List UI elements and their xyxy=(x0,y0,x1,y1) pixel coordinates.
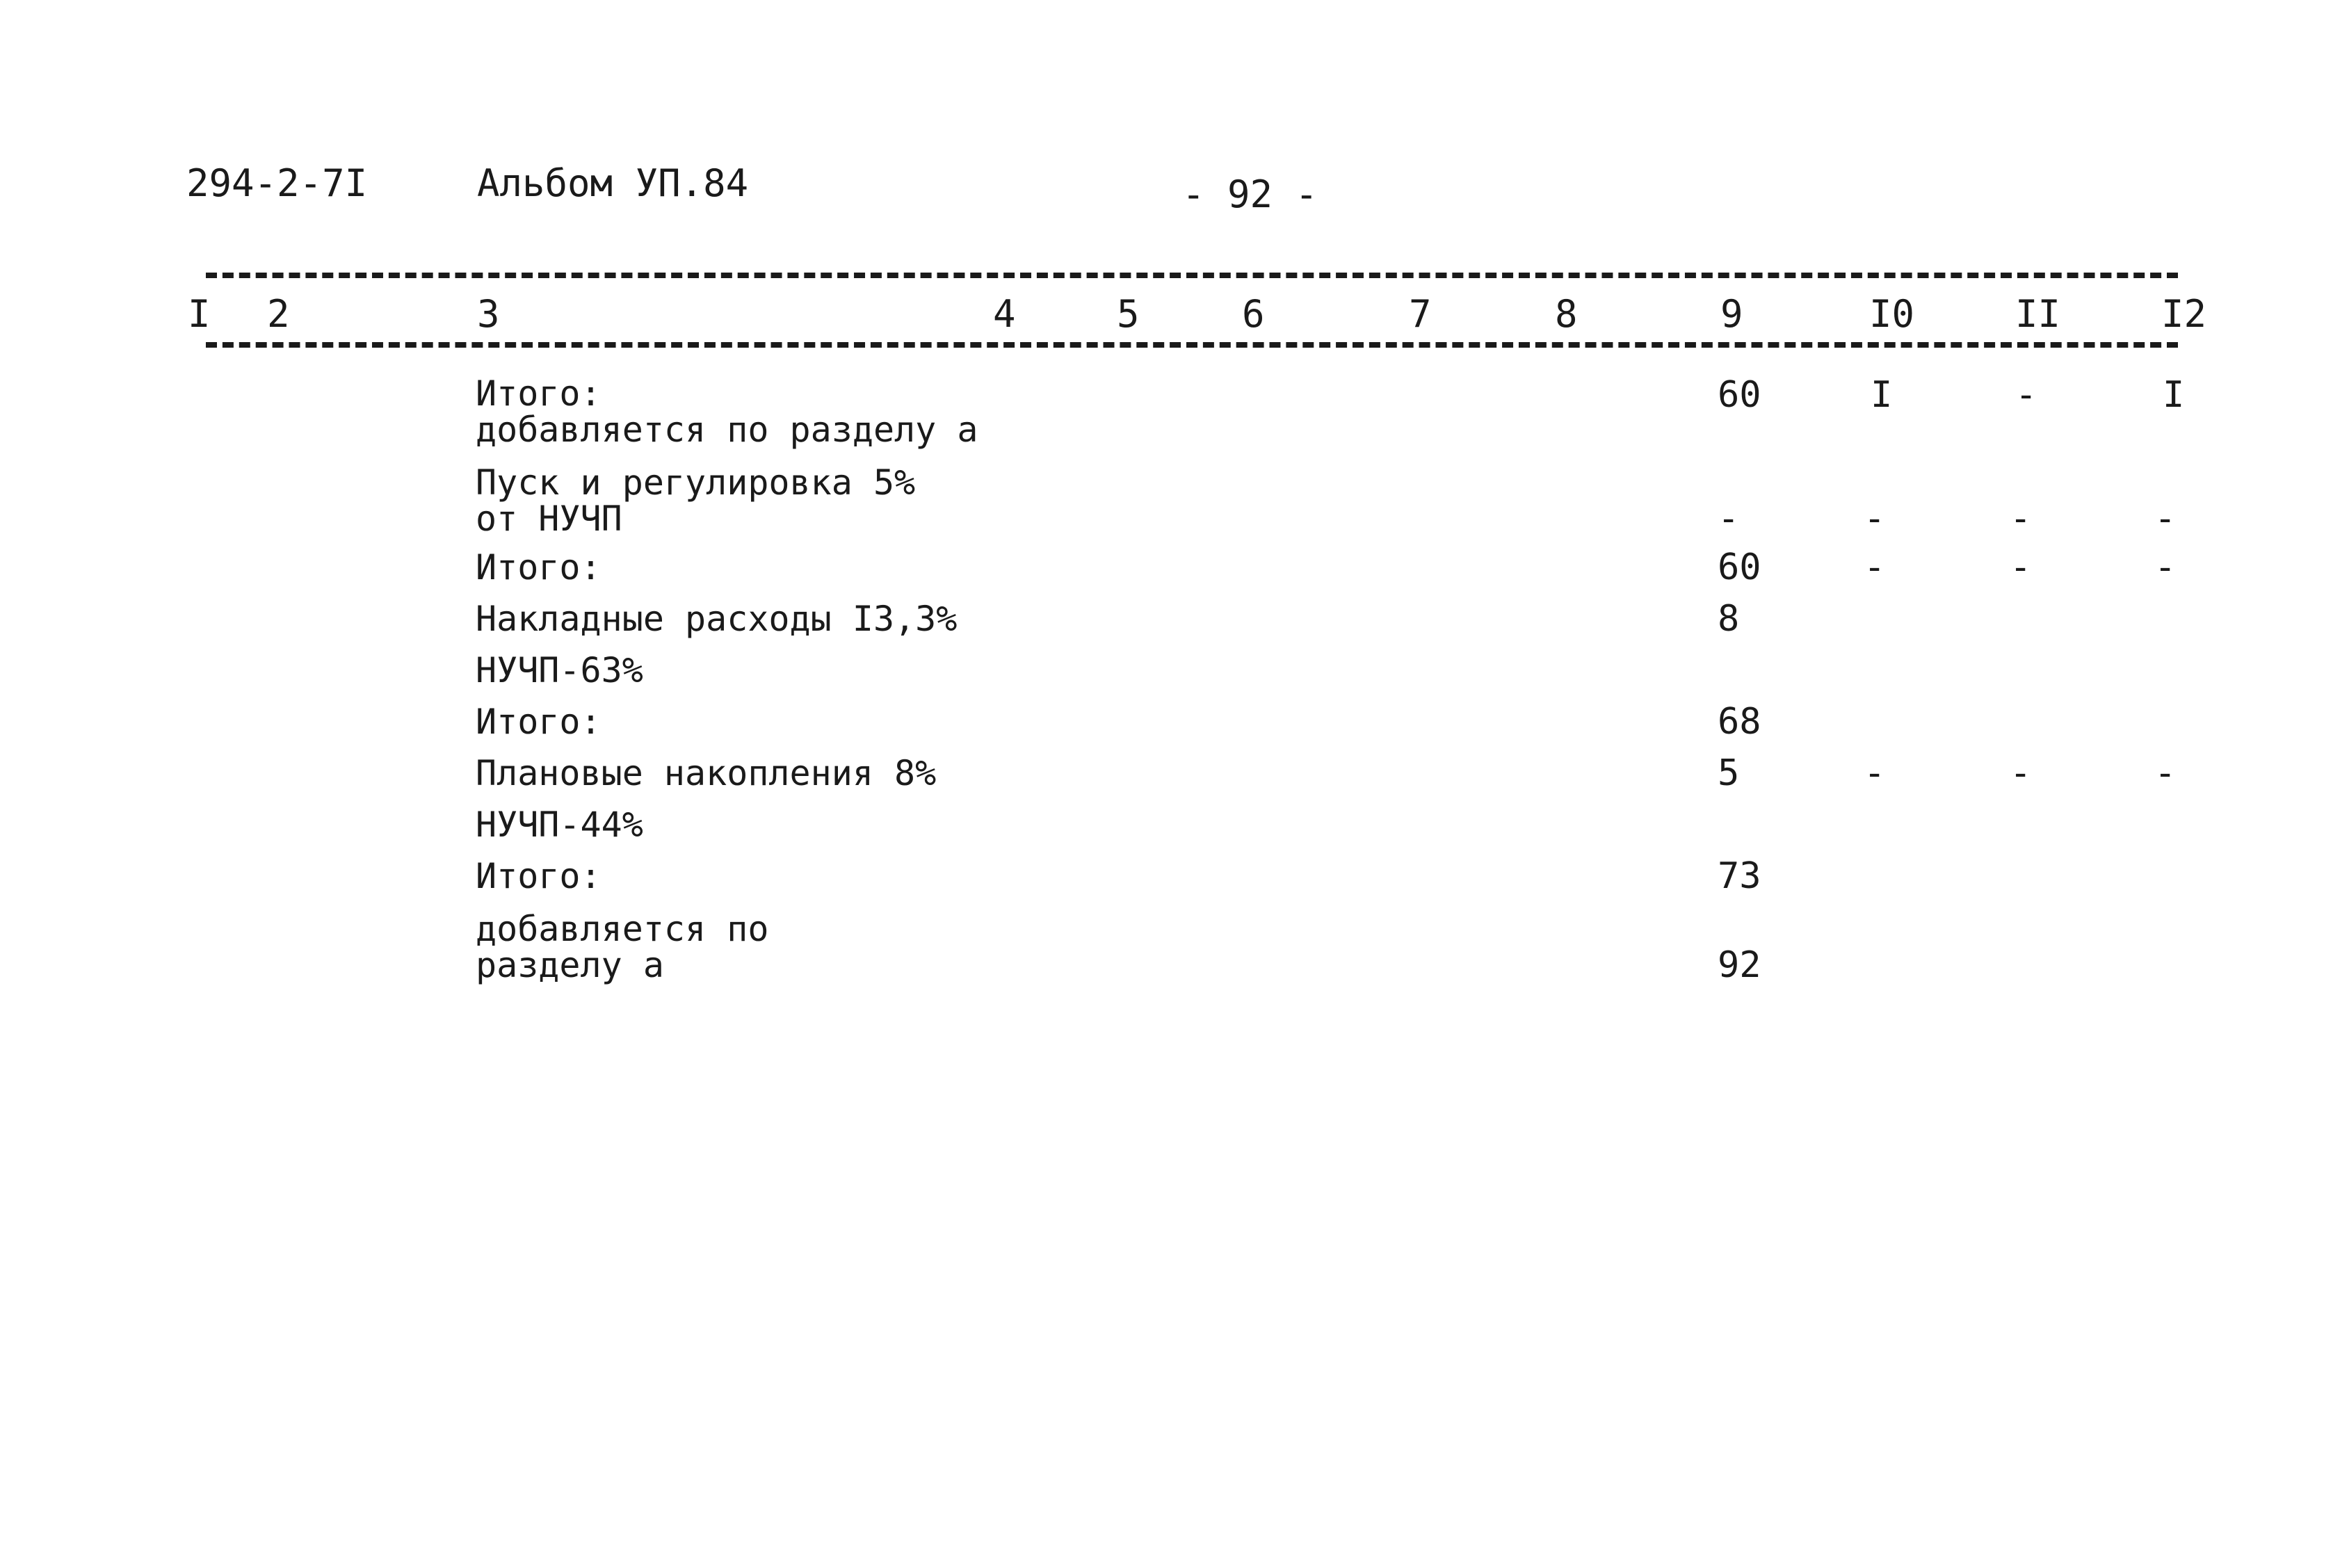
column-number: 9 xyxy=(1720,292,1743,336)
cell-col12: I xyxy=(2163,374,2185,416)
column-number: I xyxy=(188,292,211,336)
page-number: - 92 - xyxy=(1182,172,1318,216)
album-label: Альбом УП.84 xyxy=(477,161,749,205)
column-number: 7 xyxy=(1409,292,1432,336)
column-number: 3 xyxy=(477,292,500,336)
cell-col12: - xyxy=(2154,752,2177,794)
cell-col11: - xyxy=(2010,752,2032,794)
cell-col12: - xyxy=(2154,498,2177,540)
row-description: Итого: xyxy=(476,856,602,896)
row-description: Накладные расходы I3,3% xyxy=(476,599,958,639)
cell-col9: 73 xyxy=(1718,855,1761,897)
cell-col9: 68 xyxy=(1718,701,1761,743)
column-number: I0 xyxy=(1869,292,1915,336)
row-description: Итого: xyxy=(476,702,602,742)
row-description: Итого: xyxy=(476,547,602,588)
column-number: 5 xyxy=(1117,292,1140,336)
cell-col11: - xyxy=(2010,498,2032,540)
cell-col9: 5 xyxy=(1718,752,1740,794)
column-number: 4 xyxy=(993,292,1016,336)
cell-col11: - xyxy=(2010,547,2032,588)
column-number: 8 xyxy=(1555,292,1578,336)
row-description: Плановые накопления 8% xyxy=(476,753,937,793)
document-code: 294-2-7I xyxy=(186,161,368,205)
table-top-rule xyxy=(206,273,2178,278)
cell-col12: - xyxy=(2154,547,2177,588)
column-number: I2 xyxy=(2161,292,2207,336)
column-number: 6 xyxy=(1242,292,1265,336)
row-description: Пуск и регулировка 5% от НУЧП xyxy=(476,462,916,539)
table-header-rule xyxy=(206,342,2178,348)
cell-col9: 60 xyxy=(1718,374,1761,416)
row-description: НУЧП-63% xyxy=(476,650,643,690)
column-number: 2 xyxy=(267,292,290,336)
cell-col10: - xyxy=(1864,547,1886,588)
column-number: II xyxy=(2015,292,2061,336)
cell-col9: 8 xyxy=(1718,598,1740,640)
cell-col10: - xyxy=(1864,752,1886,794)
row-description: Итого: добавляется по разделу а xyxy=(476,373,978,450)
cell-col10: I xyxy=(1871,374,1893,416)
row-description: НУЧП-44% xyxy=(476,805,643,845)
cell-col10: - xyxy=(1864,498,1886,540)
cell-col9: 92 xyxy=(1718,944,1761,986)
row-description: добавляется по разделу а xyxy=(476,909,769,985)
cell-col9: - xyxy=(1718,498,1740,540)
cell-col9: 60 xyxy=(1718,547,1761,588)
cell-col11: - xyxy=(2015,374,2037,416)
